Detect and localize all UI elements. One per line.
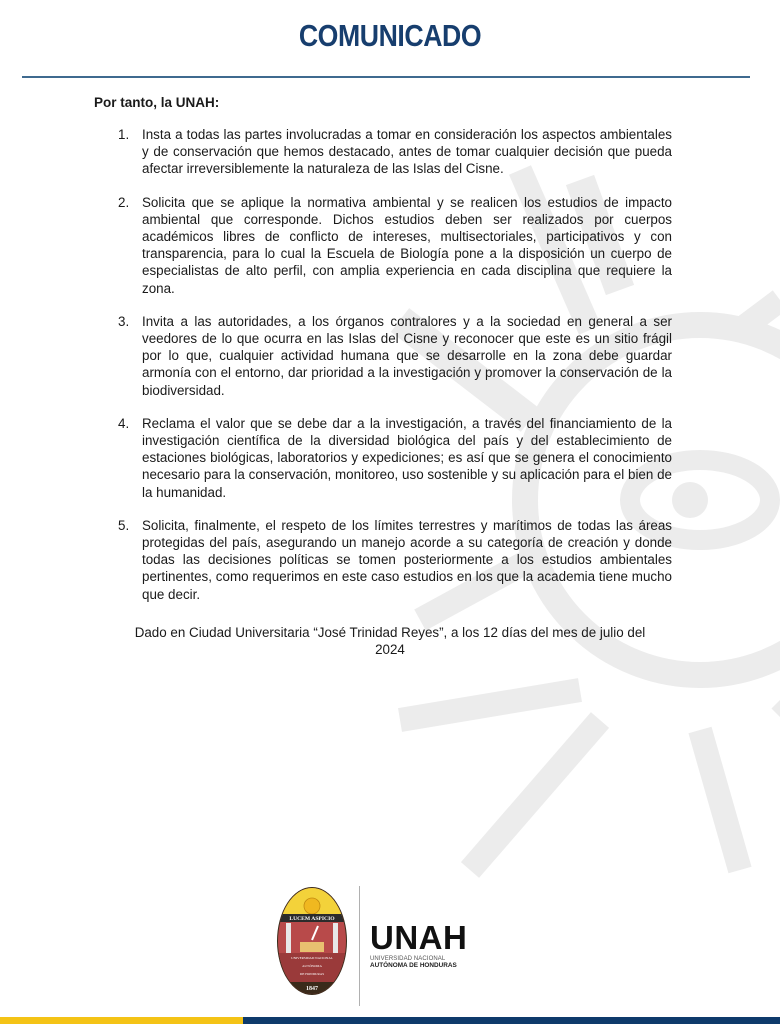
item-number: 1. [118, 127, 130, 142]
unah-subtitle-line2: AUTÓNOMA DE HONDURAS [370, 962, 457, 969]
page-title: COMUNICADO [298, 18, 482, 53]
list-item [118, 415, 672, 501]
unah-seal-logo-icon [276, 886, 348, 996]
seal-ribbon-line1: UNIVERSIDAD NACIONAL [291, 956, 333, 960]
closing-line: Dado en Ciudad Universitaria “José Trinidad Reyes”, a los 12 días del mes de julio del [134, 625, 646, 640]
seal-ribbon-line3: DE HONDURAS [299, 972, 325, 976]
item-number: 5. [118, 517, 130, 533]
seal-year: 1847 [306, 986, 318, 992]
resolution-list [118, 126, 672, 619]
unah-subtitle-line1: UNIVERSIDAD NACIONAL [370, 956, 446, 962]
footer-divider [359, 886, 360, 1006]
item-number: 3. [118, 313, 130, 329]
unah-wordmark-text: UNAH [370, 919, 468, 956]
closing-year: 2024 [375, 642, 405, 657]
item-text: Reclama el valor que se debe dar a la investigación, a través del financiamiento de la investigación científica de la diversidad biológica del país y del establecimiento de estaciones biológicas, laboratorios y expediciones; es así que se genera el conocimiento necesario para la conservación, monitoreo, uso sostenible y su aplicación para el bien de la humanidad. [142, 415, 672, 500]
lead-heading: Por tanto, la UNAH: [94, 95, 220, 110]
list-item [118, 126, 672, 178]
list-item [118, 517, 672, 603]
item-text: Invita a las autoridades, a los órganos contralores y a la sociedad en general a ser veedores de lo que ocurra en las Islas del Cisne y reconocer que este es un sitio frágil por lo que, cualquier actividad humana que se desarrolle en la zona debe guardar armonía con el entorno, dar prioridad a la investigación y promover la conservación de la biodiversidad. [142, 313, 672, 398]
list-item [118, 313, 672, 399]
seal-ribbon-line2: AUTÓNOMA [302, 964, 322, 968]
closing-statement [90, 624, 690, 658]
item-text: Solicita, finalmente, el respeto de los límites terrestres y marítimos de todas las áreas protegidas del país, asegurando un manejo acorde a su categoría de creación y donde todas las decisiones políticas se tomen posteriormente a los estudios ambientales pertinentes, como requerimos en este caso estudios en los que la academia tiene mucho que decir. [142, 517, 672, 602]
footer-bar-blue [243, 1017, 780, 1024]
header-divider [22, 76, 750, 78]
unah-wordmark [370, 919, 468, 969]
item-number: 2. [118, 194, 130, 210]
list-item [118, 194, 672, 297]
item-text: Solicita que se aplique la normativa ambiental y se realicen los estudios de impacto ambiental que corresponde. Dichos estudios deben ser realizados por cuerpos académicos libres de conflicto de intereses, multisectoriales, participativos y con transparencia, para lo cual la Escuela de Biología pone a la disposición un cuerpo de especialistas de alto perfil, con amplia experiencia en cada disciplina que requiere la zona. [142, 194, 672, 296]
footer-bar-yellow [0, 1017, 243, 1024]
seal-motto: LUCEM ASPICIO [289, 916, 335, 922]
item-number: 4. [118, 415, 130, 431]
item-text: Insta a todas las partes involucradas a tomar en consideración los aspectos ambientales y de conservación que hemos destacado, antes de tomar cualquier decisión que pueda afectar irreversiblemente la naturaleza de las Islas del Cisne. [142, 127, 672, 177]
